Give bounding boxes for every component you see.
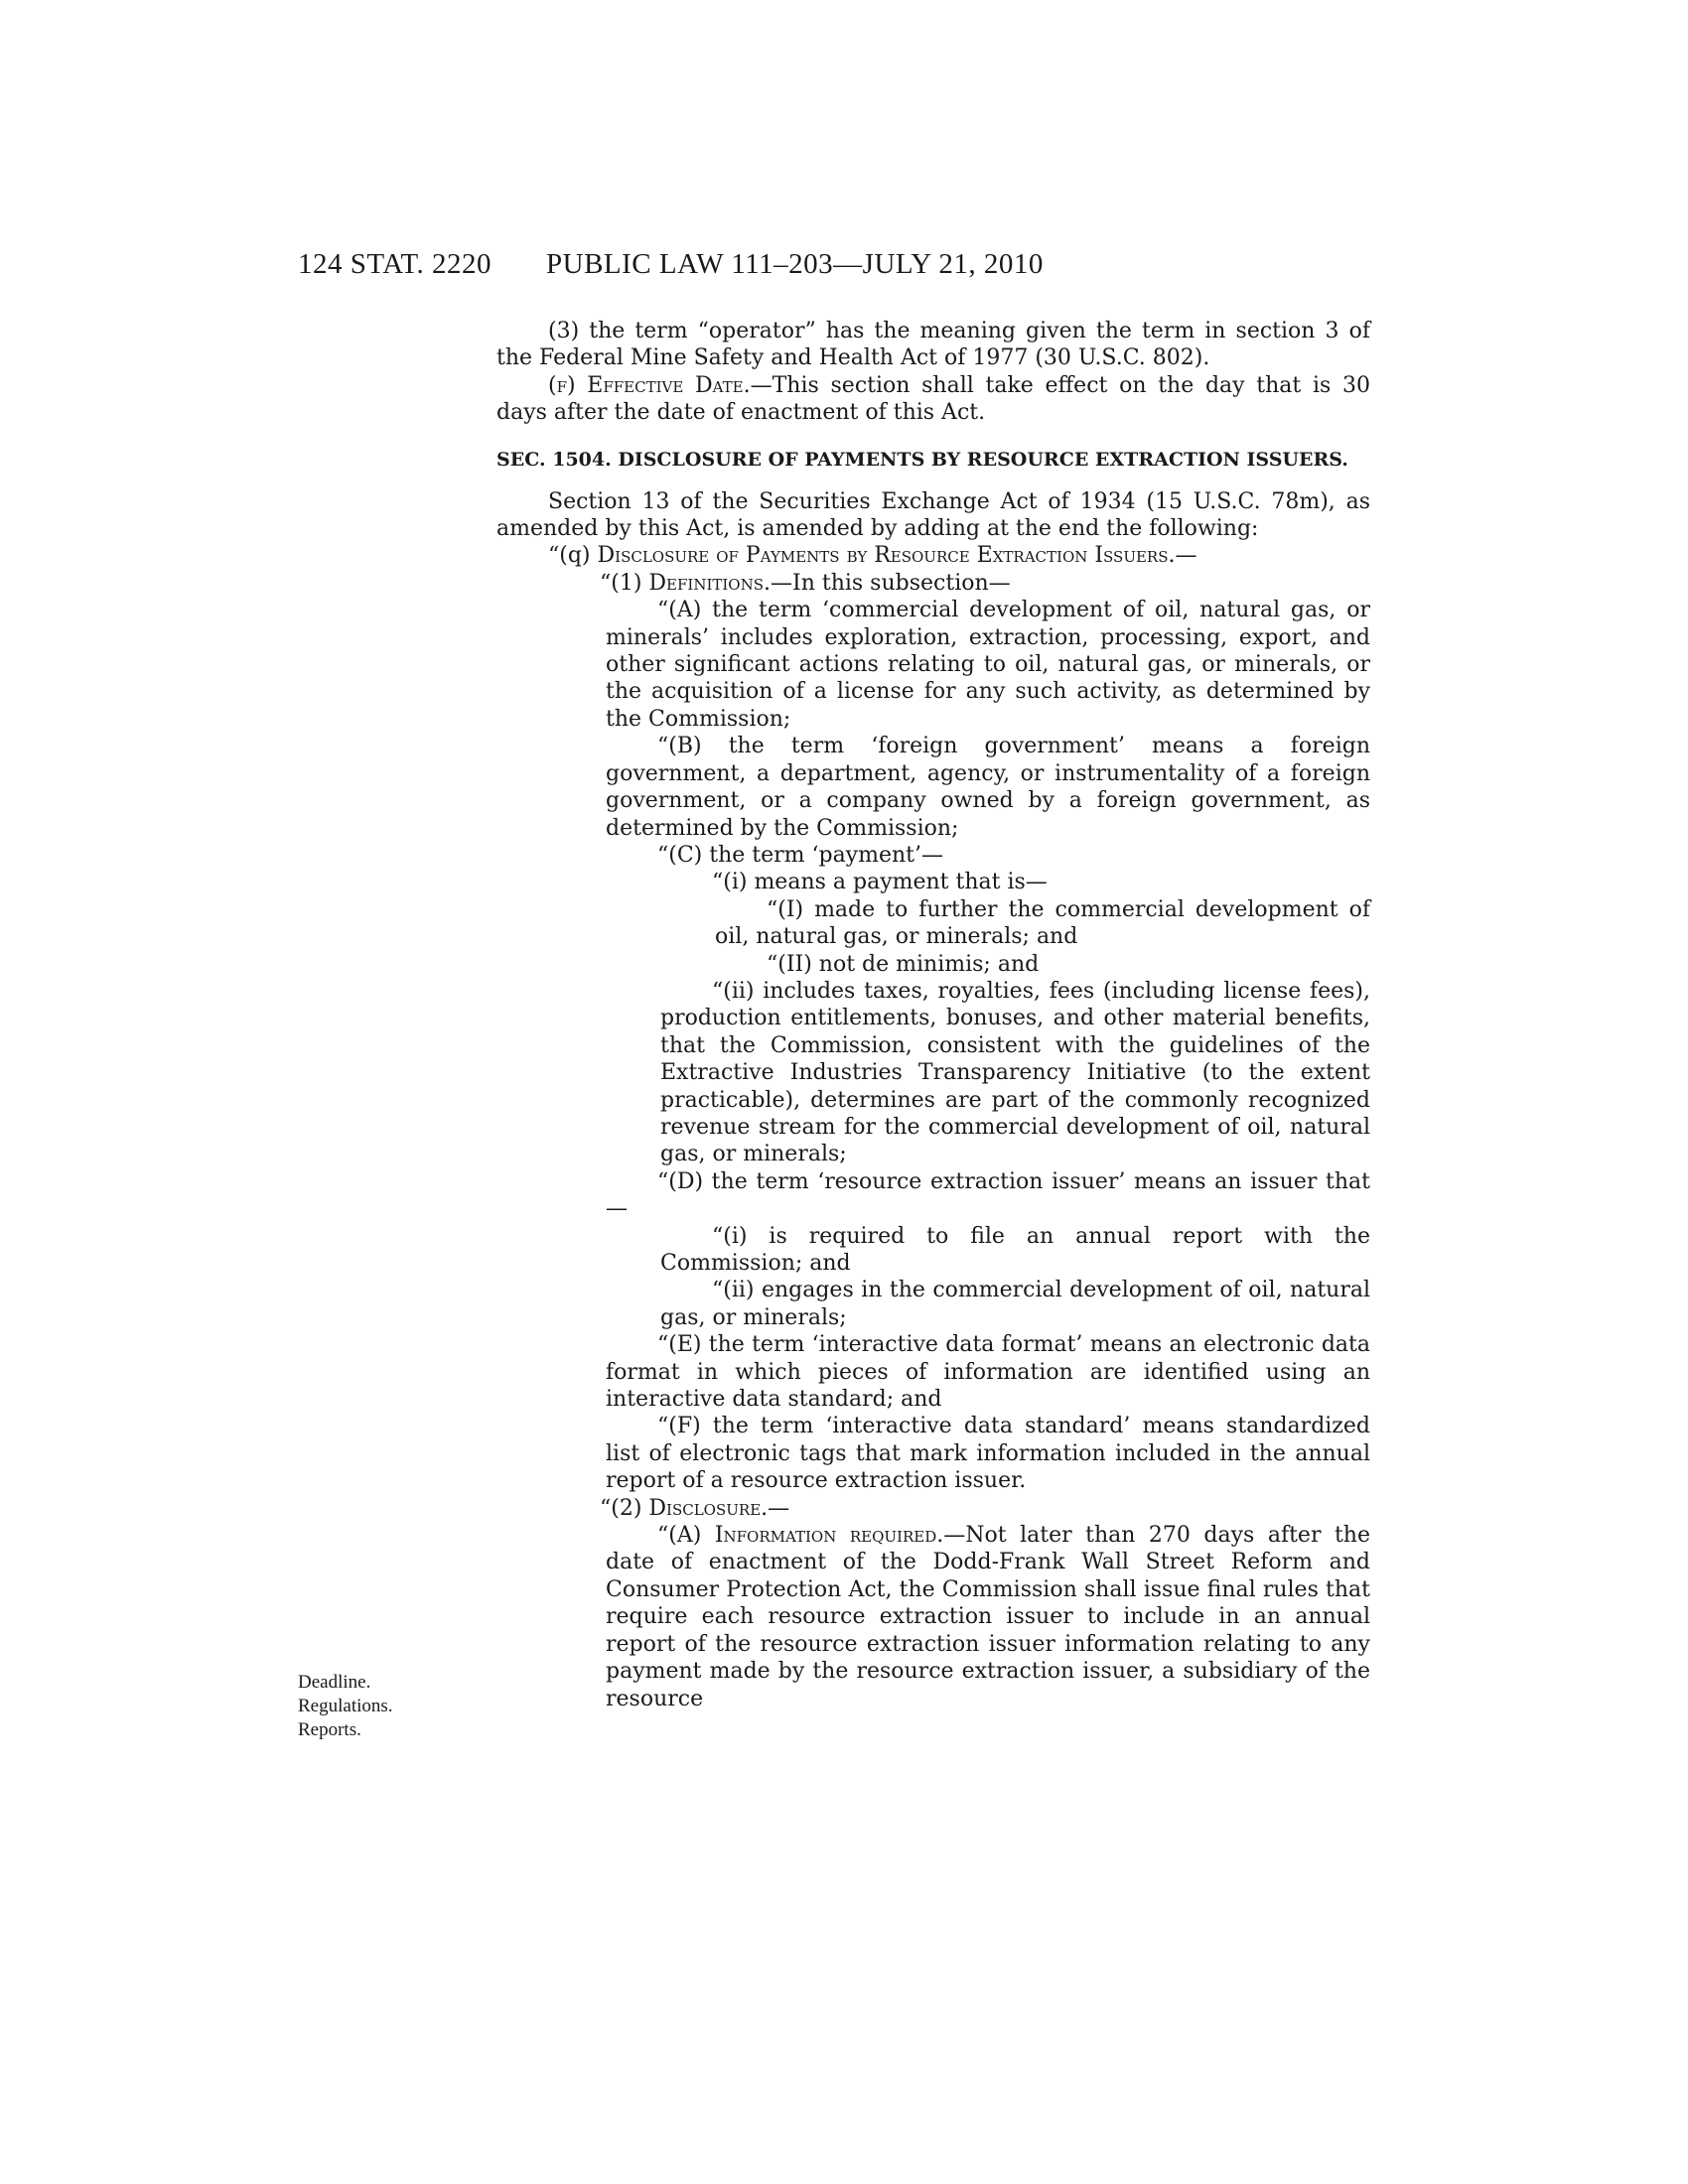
subparagraph-2a-heading: Information required. [714, 1523, 944, 1549]
paragraph-operator-definition: (3) the term “operator” has the meaning given the term in section 3 of the Federal Mine Safety and Health Act of 1977 (30 U.S.C. 802). [496, 319, 1370, 371]
definition-b-foreign-government: “(B) the term ‘foreign government’ means a foreign government, a department, agency, or instrumentality of a foreign government, or a company owned by a foreign government, as determined by the Commission; [606, 734, 1370, 841]
paragraph-2-disclosure [548, 1495, 1370, 1522]
clause-c-i: “(i) means a payment that is— [712, 870, 1048, 895]
definition-d-clauses [660, 1223, 1370, 1332]
margin-note-deadline: Deadline. [298, 1672, 371, 1693]
subsection-q-prefix: “(q) [548, 543, 598, 569]
page-header [298, 248, 1370, 288]
paragraph-2-prefix: “(2) [600, 1495, 649, 1521]
definitions-list [606, 597, 1370, 1494]
definition-c-clauses [660, 869, 1370, 1167]
paragraph-effective-date [496, 372, 1370, 427]
paragraph-section-intro: Section 13 of the Securities Exchange Act of 1934 (15 U.S.C. 78m), as amended by this Act, is amended by adding at the end the following: [496, 488, 1370, 542]
definition-d-resource-extraction-issuer: “(D) the term ‘resource extraction issuer’ means an issuer that— [606, 1168, 1370, 1222]
statute-citation: 124 STAT. 2220 [298, 248, 492, 280]
subparagraph-2a-prefix: “(A) [657, 1523, 715, 1549]
subsection-q-title: Disclosure of Payments by Resource Extraction Issuers. [597, 543, 1176, 569]
clause-d-i: “(i) is required to file an annual report with the Commission; and [660, 1223, 1370, 1276]
definition-f-interactive-data-standard: “(F) the term ‘interactive data standard’ means standardized list of electronic tags that mark information included in the annual report of a resource extraction issuer. [606, 1414, 1370, 1494]
statute-body [496, 318, 1370, 1712]
paragraph-1-prefix: “(1) [600, 570, 649, 596]
subsection-q-heading [496, 542, 1370, 569]
margin-note-regulations: Regulations. [298, 1696, 393, 1716]
paragraph-1-definitions [548, 570, 1370, 597]
subsection-q-dash: — [1175, 543, 1197, 569]
subparagraph-2a-text: —Not later than 270 days after the date of enactment of the Dodd-Frank Wall Street Reform and Consumer Protection Act, the Commission shall issue final rules that require each resource extraction issuer to include in an annual report of the resource extraction issuer information relating to any payment made by the resource extraction issuer, a subsidiary of the resource [606, 1523, 1370, 1711]
margin-notes [298, 1671, 496, 1742]
clause-c-ii: “(ii) includes taxes, royalties, fees (including license fees), production entitlements, bonuses, and other material benefits, that the Commission, consistent with the guidelines of the Extractive Industries Transparency Initiative (to the extent practicable), determines are part of the commonly recognized revenue stream for the commercial development of oil, natural gas, or minerals; [660, 978, 1370, 1167]
definition-e-interactive-data-format: “(E) the term ‘interactive data format’ means an electronic data format in which pieces of information are identified using an interactive data standard; and [606, 1332, 1370, 1413]
definition-c-payment: “(C) the term ‘payment’— [657, 842, 943, 868]
subclause-c-i-II: “(II) not de minimis; and [767, 951, 1040, 977]
paragraph-2-heading: Disclosure. [648, 1495, 769, 1521]
paragraph-1-heading: Definitions. [648, 570, 771, 596]
definition-a-commercial-development: “(A) the term ‘commercial development of oil, natural gas, or minerals’ includes exploration, extraction, processing, export, and other significant actions relating to oil, natural gas, or minerals, or the acquisition of a license for any such activity, as determined by the Commission; [606, 598, 1370, 732]
public-law-title: PUBLIC LAW 111–203—JULY 21, 2010 [546, 248, 1044, 280]
paragraph-1-text: —In this subsection— [771, 570, 1011, 596]
effective-date-text: —This section shall take effect on the day that is 30 days after the date of enactment of this Act. [496, 372, 1370, 426]
subparagraph-2a-information-required [606, 1522, 1370, 1712]
subclause-c-i-I: “(I) made to further the commercial development of oil, natural gas, or minerals; and [715, 896, 1370, 950]
clause-d-ii: “(ii) engages in the commercial development of oil, natural gas, or minerals; [660, 1278, 1370, 1330]
margin-note-reports: Reports. [298, 1719, 361, 1740]
paragraph-2-dash: — [768, 1495, 790, 1521]
effective-date-heading: (f) Effective Date. [548, 372, 751, 398]
section-heading: SEC. 1504. DISCLOSURE OF PAYMENTS BY RESOURCE EXTRACTION ISSUERS. [496, 448, 1348, 471]
